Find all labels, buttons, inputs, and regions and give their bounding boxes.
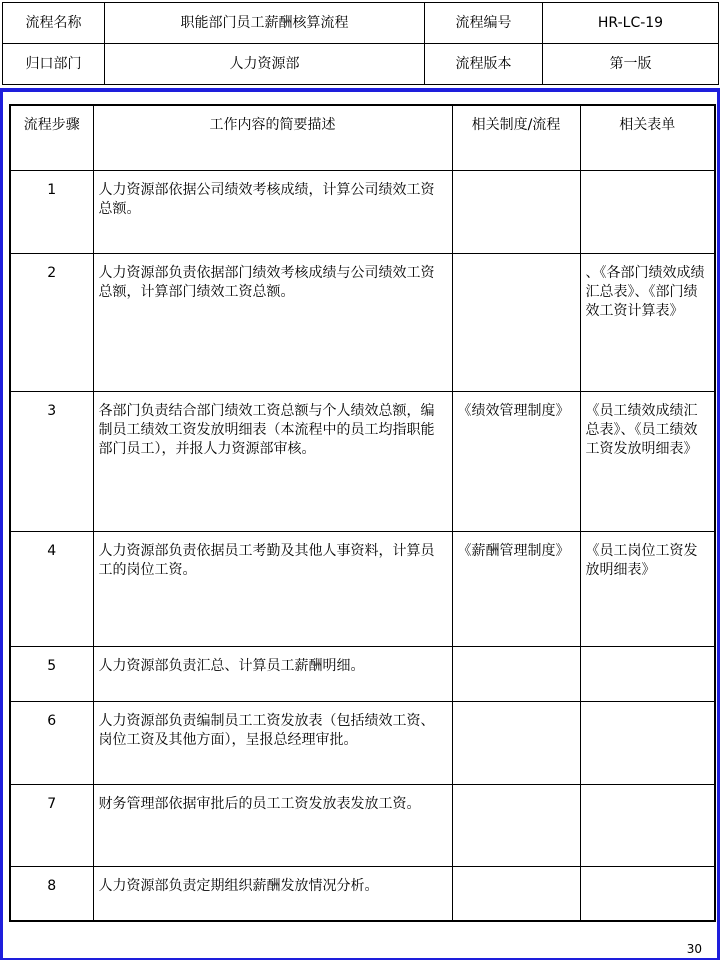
process-version-label: 流程版本 [425,44,543,85]
process-name-label: 流程名称 [3,3,105,44]
step-number: 1 [10,171,93,254]
table-row [10,647,715,702]
table-row [10,867,715,921]
owner-dept-value: 人力资源部 [105,44,425,85]
step-system [452,254,580,392]
process-info-row-1 [3,3,719,44]
step-form: 《员工岗位工资发放明细表》 [580,532,715,647]
step-system [452,785,580,867]
table-row [10,532,715,647]
step-number: 3 [10,392,93,532]
step-system [452,647,580,702]
step-number: 8 [10,867,93,921]
table-row [10,702,715,785]
process-steps-table [9,104,716,922]
column-header-step: 流程步骤 [10,105,93,171]
process-name-value: 职能部门员工薪酬核算流程 [105,3,425,44]
step-system [452,867,580,921]
step-form [580,867,715,921]
step-system: 《薪酬管理制度》 [452,532,580,647]
step-system [452,171,580,254]
step-description: 人力资源部负责编制员工工资发放表（包括绩效工资、岗位工资及其他方面），呈报总经理审批。 [93,702,452,785]
step-description: 各部门负责结合部门绩效工资总额与个人绩效总额，编制员工绩效工资发放明细表（本流程中的员工均指职能部门员工），并报人力资源部审核。 [93,392,452,532]
table-row [10,785,715,867]
step-form [580,171,715,254]
step-system [452,702,580,785]
step-number: 6 [10,702,93,785]
page-number: 30 [686,942,702,956]
step-description: 人力资源部负责依据员工考勤及其他人事资料，计算员工的岗位工资。 [93,532,452,647]
process-code-value: HR-LC-19 [543,3,719,44]
process-info-row-2 [3,44,719,85]
table-row [10,254,715,392]
process-version-value: 第一版 [543,44,719,85]
process-info-table [2,2,719,85]
owner-dept-label: 归口部门 [3,44,105,85]
step-description: 人力资源部负责汇总、计算员工薪酬明细。 [93,647,452,702]
step-form: 、《各部门绩效成绩汇总表》、《部门绩效工资计算表》 [580,254,715,392]
table-row [10,392,715,532]
step-description: 人力资源部负责依据部门绩效考核成绩与公司绩效工资总额，计算部门绩效工资总额。 [93,254,452,392]
step-form: 《员工绩效成绩汇总表》、《员工绩效工资发放明细表》 [580,392,715,532]
table-row [10,171,715,254]
table-header-row [10,105,715,171]
step-number: 2 [10,254,93,392]
process-code-label: 流程编号 [425,3,543,44]
step-system: 《绩效管理制度》 [452,392,580,532]
column-header-description: 工作内容的简要描述 [93,105,452,171]
step-form [580,647,715,702]
step-number: 5 [10,647,93,702]
column-header-system: 相关制度/流程 [452,105,580,171]
step-description: 人力资源部依据公司绩效考核成绩，计算公司绩效工资总额。 [93,171,452,254]
step-form [580,785,715,867]
step-form [580,702,715,785]
step-number: 4 [10,532,93,647]
column-header-form: 相关表单 [580,105,715,171]
step-description: 人力资源部负责定期组织薪酬发放情况分析。 [93,867,452,921]
step-description: 财务管理部依据审批后的员工工资发放表发放工资。 [93,785,452,867]
step-number: 7 [10,785,93,867]
